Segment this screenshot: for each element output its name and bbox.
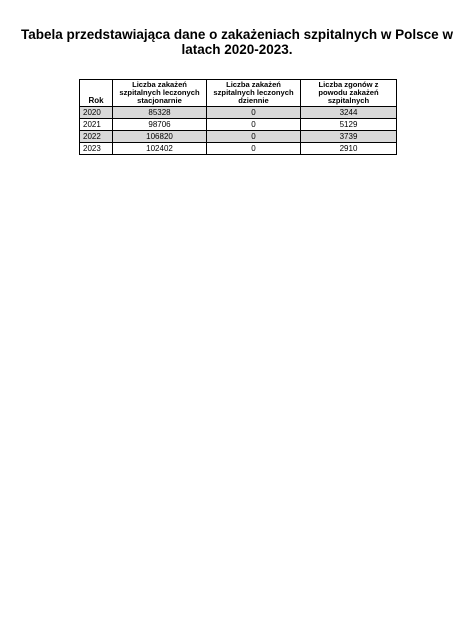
cell-zgony: 5129	[301, 119, 397, 131]
cell-zgony: 2910	[301, 143, 397, 155]
cell-rok: 2023	[80, 143, 113, 155]
cell-stacjonarne: 102402	[113, 143, 207, 155]
cell-zgony: 3244	[301, 107, 397, 119]
table-row	[80, 107, 397, 119]
header-rok: Rok	[80, 80, 113, 107]
cell-rok: 2022	[80, 131, 113, 143]
header-zgony: Liczba zgonów z powodu zakażeń szpitalnych	[301, 80, 397, 107]
document-title: Tabela przedstawiająca dane o zakażeniach szpitalnych w Polsce w latach 2020-2023.	[21, 27, 453, 57]
cell-zgony: 3739	[301, 131, 397, 143]
table-row	[80, 143, 397, 155]
cell-rok: 2020	[80, 107, 113, 119]
cell-dziennie: 0	[207, 131, 301, 143]
cell-stacjonarne: 98706	[113, 119, 207, 131]
cell-rok: 2021	[80, 119, 113, 131]
cell-dziennie: 0	[207, 119, 301, 131]
header-stacjonarne: Liczba zakażeń szpitalnych leczonych stacjonarnie	[113, 80, 207, 107]
table-row	[80, 131, 397, 143]
table-header-row	[80, 80, 397, 107]
table-row	[80, 119, 397, 131]
cell-stacjonarne: 85328	[113, 107, 207, 119]
cell-dziennie: 0	[207, 143, 301, 155]
infections-table	[79, 79, 397, 155]
cell-dziennie: 0	[207, 107, 301, 119]
header-dziennie: Liczba zakażeń szpitalnych leczonych dziennie	[207, 80, 301, 107]
cell-stacjonarne: 106820	[113, 131, 207, 143]
